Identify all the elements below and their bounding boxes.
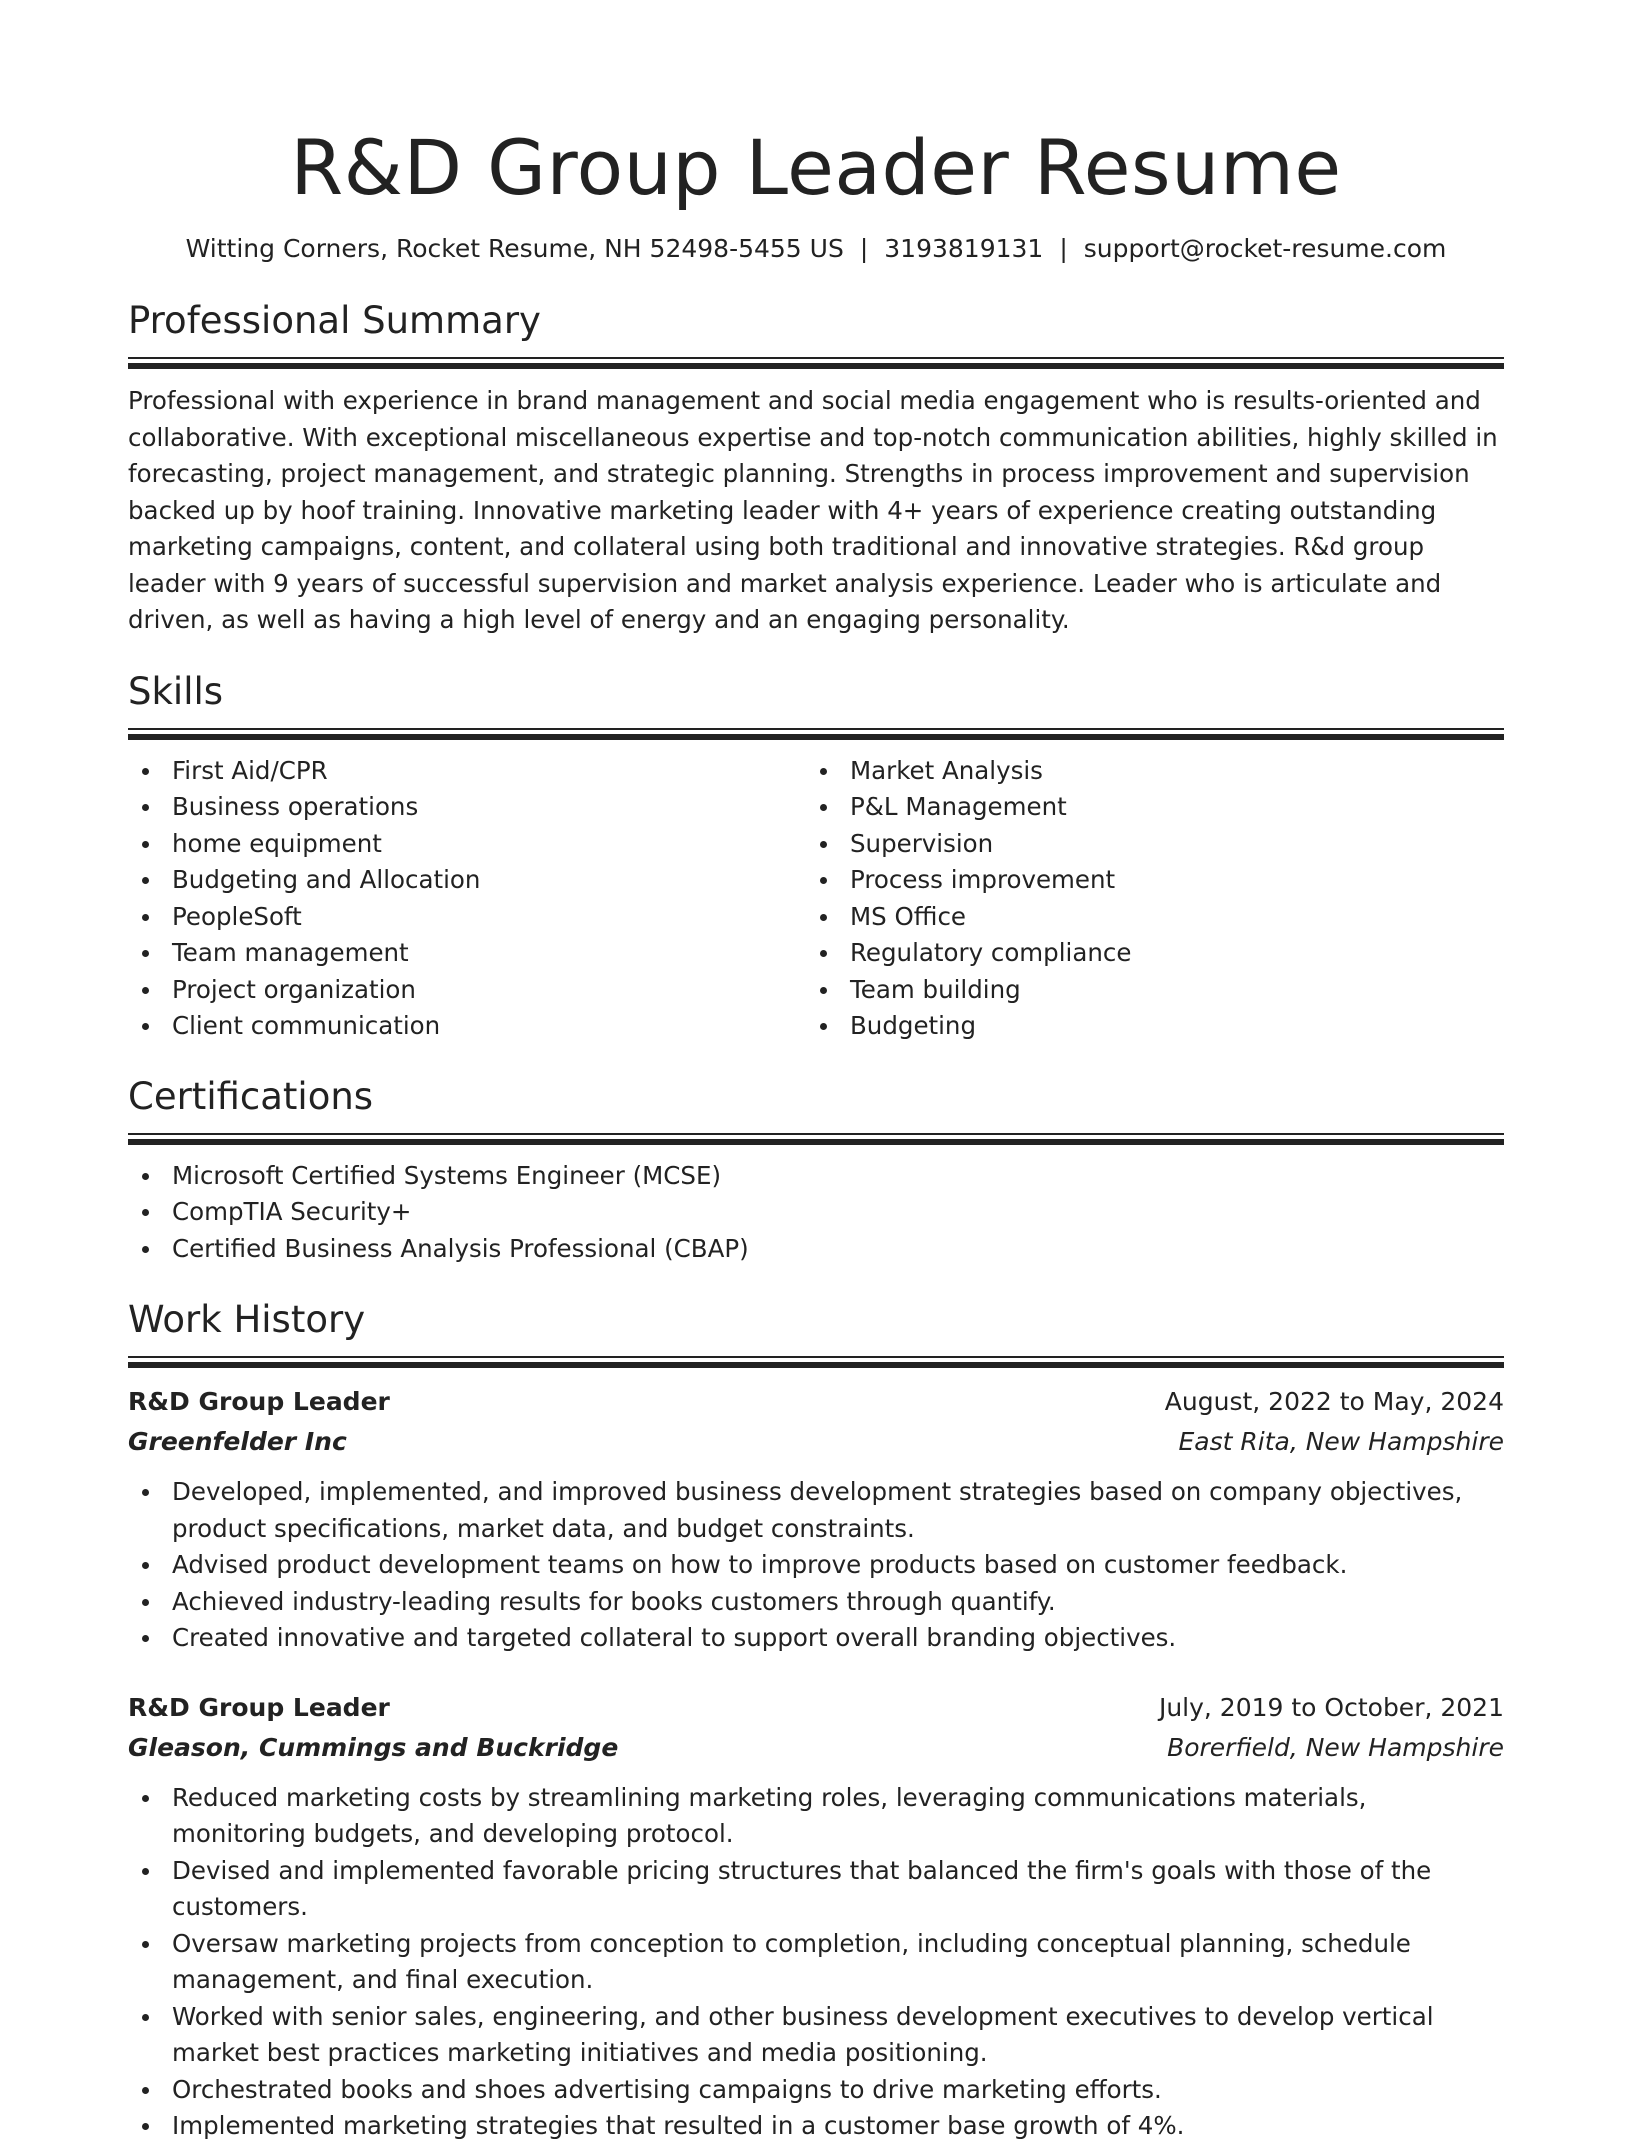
skill-item: Supervision: [806, 826, 1484, 863]
job-header-row: [128, 1688, 1504, 1728]
section-divider: [128, 728, 1504, 740]
skill-item: home equipment: [128, 826, 806, 863]
job-subheader-row: [128, 1728, 1504, 1768]
section-divider: [128, 1356, 1504, 1368]
skills-list-right: [806, 753, 1484, 1045]
job-title: R&D Group Leader: [128, 1387, 390, 1416]
skill-item: First Aid/CPR: [128, 753, 806, 790]
certification-item: CompTIA Security+: [128, 1194, 1504, 1231]
skill-item: Budgeting and Allocation: [128, 862, 806, 899]
job-bullet: Achieved industry-leading results for books customers through quantify.: [128, 1584, 1504, 1621]
section-heading-summary: Professional Summary: [128, 299, 541, 342]
contact-separator: |: [859, 234, 869, 263]
certifications-list: [128, 1158, 1504, 1268]
skills-columns: [128, 753, 1504, 1045]
job-bullet: Created innovative and targeted collateral to support overall branding objectives.: [128, 1620, 1504, 1657]
skill-item: Team building: [806, 972, 1484, 1009]
section-heading-certifications: Certifications: [128, 1074, 374, 1118]
job-company: Gleason, Cummings and Buckridge: [128, 1732, 619, 1762]
job-company: Greenfelder Inc: [128, 1427, 347, 1456]
skill-item: Regulatory compliance: [806, 935, 1484, 972]
job-bullet: Reduced marketing costs by streamlining marketing roles, leveraging communications materials, monitoring budgets, and developing protocol.: [128, 1780, 1504, 1853]
job-location: Borerfield, New Hampshire: [1167, 1732, 1504, 1762]
job-bullet: Oversaw marketing projects from conception to completion, including conceptual planning, schedule management, and final execution.: [128, 1926, 1504, 1999]
skills-section: [128, 668, 1504, 1045]
contact-address: Witting Corners, Rocket Resume, NH 52498-5455 US: [185, 234, 844, 263]
summary-text: Professional with experience in brand management and social media engagement who is results-oriented and collaborative. With exceptional miscellaneous expertise and top-notch communication abilities, highly skilled in forecasting, project management, and strategic planning. Strengths in process improvement and supervision backed up by hoof training. Innovative marketing leader with 4+ years of experience creating outstanding marketing campaigns, content, and collateral using both traditional and innovative strategies. R&d group leader with 9 years of successful supervision and market analysis experience. Leader who is articulate and driven, as well as having a high level of energy and an engaging personality.: [128, 386, 1498, 634]
job-entry: [128, 1382, 1504, 1657]
job-dates: July, 2019 to October, 2021: [1158, 1692, 1504, 1722]
job-bullet: Devised and implemented favorable pricing structures that balanced the firm's goals with those of the customers.: [128, 1853, 1504, 1926]
certifications-section: [128, 1073, 1504, 1268]
section-divider: [128, 1133, 1504, 1145]
section-heading-work-history: Work History: [128, 1298, 366, 1341]
job-subheader-row: [128, 1422, 1504, 1462]
contact-separator: |: [1059, 234, 1068, 263]
skill-item: Business operations: [128, 789, 806, 826]
skills-list-left: [128, 753, 806, 1045]
section-divider: [128, 357, 1504, 369]
job-dates: August, 2022 to May, 2024: [1164, 1387, 1504, 1416]
resume-page: [128, 0, 1504, 2145]
section-heading-skills: Skills: [128, 669, 224, 713]
job-bullets: [128, 1474, 1504, 1657]
skill-item: Process improvement: [806, 862, 1484, 899]
job-location: East Rita, New Hampshire: [1178, 1427, 1504, 1456]
job-title: R&D Group Leader: [128, 1692, 390, 1722]
contact-email: support@rocket-resume.com: [1083, 234, 1447, 263]
job-bullet: Developed, implemented, and improved business development strategies based on company objectives, product specifications, market data, and budget constraints.: [128, 1474, 1504, 1547]
job-entry: [128, 1688, 1504, 2145]
job-bullet: Implemented marketing strategies that resulted in a customer base growth of 4%.: [128, 2108, 1504, 2145]
skill-item: MS Office: [806, 899, 1484, 936]
summary-section: [128, 297, 1504, 639]
skill-item: Client communication: [128, 1008, 806, 1045]
job-bullet: Worked with senior sales, engineering, and other business development executives to develop vertical market best practices marketing initiatives and media positioning.: [128, 1999, 1504, 2072]
skill-item: PeopleSoft: [128, 899, 806, 936]
skill-item: Market Analysis: [806, 753, 1484, 790]
job-header-row: [128, 1382, 1504, 1422]
job-bullets: [128, 1780, 1504, 2145]
skill-item: Team management: [128, 935, 806, 972]
certification-item: Certified Business Analysis Professional (CBAP): [128, 1231, 1504, 1268]
job-bullet: Advised product development teams on how to improve products based on customer feedback.: [128, 1547, 1504, 1584]
skill-item: Budgeting: [806, 1008, 1484, 1045]
contact-phone: 3193819131: [884, 234, 1044, 263]
certification-item: Microsoft Certified Systems Engineer (MCSE): [128, 1158, 1504, 1195]
skill-item: Project organization: [128, 972, 806, 1009]
skill-item: P&L Management: [806, 789, 1484, 826]
job-bullet: Orchestrated books and shoes advertising campaigns to drive marketing efforts.: [128, 2072, 1504, 2109]
resume-title: R&D Group Leader Resume: [290, 123, 1342, 212]
work-history-section: [128, 1296, 1504, 2145]
contact-line: [128, 232, 1504, 266]
